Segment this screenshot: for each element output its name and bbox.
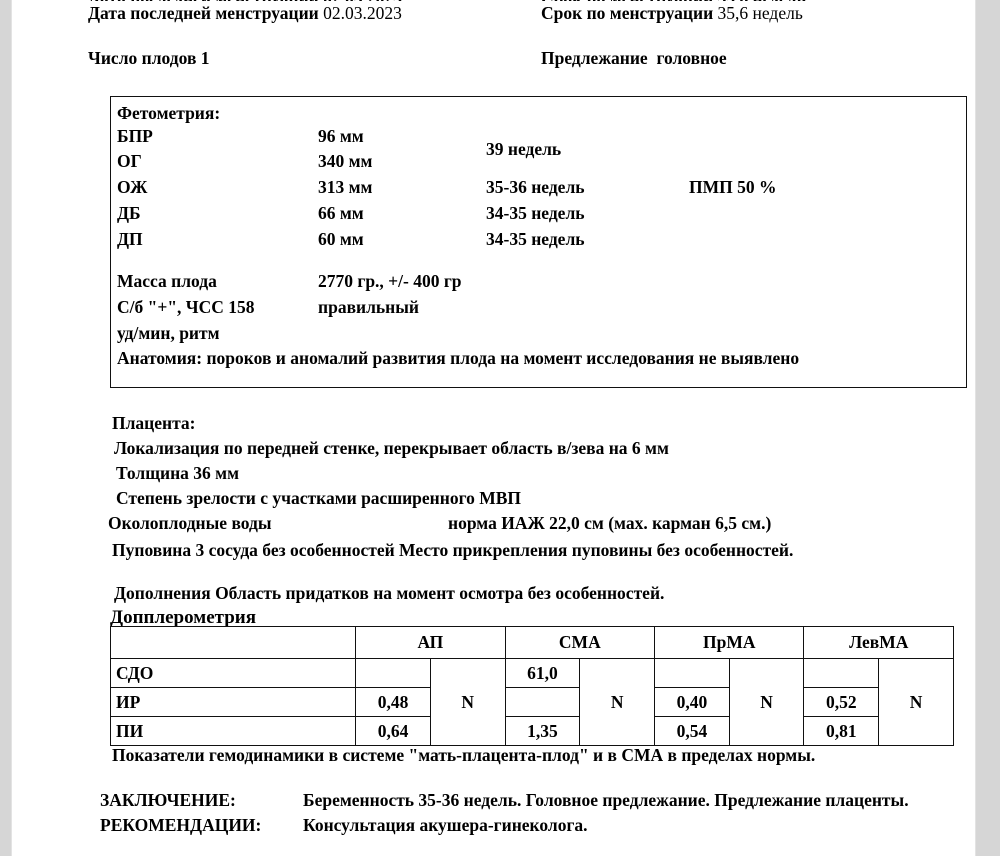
cell-pi-levma: 0,81 — [804, 717, 879, 746]
bpr-label: БПР — [117, 126, 153, 146]
cell-normal-prma: N — [729, 659, 804, 746]
presentation-value: головное — [656, 48, 727, 68]
oj-label: ОЖ — [117, 177, 148, 197]
dopplerometry-title: Допплерометрия — [110, 607, 256, 628]
clipped-lmp-text — [88, 0, 402, 1]
amniotic-waters-row — [108, 513, 772, 534]
cell-sdo-levma — [804, 659, 879, 688]
lmp-value: 02.03.2023 — [323, 3, 402, 23]
term-value: 35,6 недель — [717, 3, 803, 23]
fetometry-title: Фетометрия: — [117, 103, 221, 123]
amniotic-waters-label: Околоплодные воды — [108, 513, 272, 533]
bpr-og-term-value: 39 недель — [486, 139, 562, 159]
lmp-field — [88, 3, 402, 24]
row-label-ir: ИР — [111, 688, 356, 717]
fetus-count-value: 1 — [200, 48, 210, 68]
amniotic-waters-value: норма ИАЖ 22,0 см (мах. карман 6,5 см.) — [448, 513, 772, 533]
dopplerometry-table — [110, 626, 954, 746]
table-header-row — [111, 627, 954, 659]
mass-value: 2770 гр., +/- 400 гр — [318, 271, 462, 291]
presentation-label: Предлежание — [541, 48, 648, 68]
recommendation-label: РЕКОМЕНДАЦИИ: — [100, 815, 262, 835]
cell-ir-prma: 0,40 — [655, 688, 730, 717]
oj-term: 35-36 недель — [486, 177, 585, 197]
cell-pi-prma: 0,54 — [655, 717, 730, 746]
table-row — [111, 688, 954, 717]
heartbeat-label: С/б "+", ЧСС 158 — [117, 297, 255, 317]
cell-ir-levma: 0,52 — [804, 688, 879, 717]
cell-normal-ap: N — [430, 659, 505, 746]
db-label: ДБ — [117, 203, 141, 223]
conclusion-text: Беременность 35-36 недель. Головное предлежание. Предлежание плаценты. — [303, 790, 909, 810]
dp-label: ДП — [117, 229, 143, 249]
pmp-value: ПМП 50 % — [689, 177, 777, 197]
cell-ir-sma — [505, 688, 580, 717]
rhythm-text: уд/мин, ритм — [117, 323, 220, 343]
db-value: 66 мм — [318, 203, 364, 223]
lmp-label: Дата последней менструации — [88, 3, 319, 23]
cell-ir-ap: 0,48 — [356, 688, 431, 717]
cell-sdo-prma — [655, 659, 730, 688]
fetometry-box — [110, 96, 967, 388]
document-page — [12, 0, 975, 856]
header-sma: СМА — [505, 627, 654, 659]
dp-value: 60 мм — [318, 229, 364, 249]
cell-sdo-ap — [356, 659, 431, 688]
row-label-sdo: СДО — [111, 659, 356, 688]
cell-normal-sma: N — [580, 659, 655, 746]
term-label: Срок по менструации — [541, 3, 714, 23]
placenta-maturity: Степень зрелости с участками расширенного МВП — [116, 488, 522, 508]
cell-pi-ap: 0,64 — [356, 717, 431, 746]
table-row — [111, 717, 954, 746]
row-label-pi: ПИ — [111, 717, 356, 746]
clipped-top-line — [12, 0, 975, 1]
heartbeat-value: правильный — [318, 297, 420, 317]
bpr-value: 96 мм — [318, 126, 364, 146]
db-term: 34-35 недель — [486, 203, 585, 223]
clipped-term-text — [541, 0, 806, 1]
header-index — [111, 627, 356, 659]
conclusion-row — [100, 790, 909, 811]
dp-term: 34-35 недель — [486, 229, 585, 249]
cell-pi-sma: 1,35 — [505, 717, 580, 746]
oj-value: 313 мм — [318, 177, 373, 197]
placenta-localization: Локализация по передней стенке, перекрывает область в/зева на 6 мм — [114, 438, 669, 458]
header-ap: АП — [356, 627, 505, 659]
og-value: 340 мм — [318, 151, 373, 171]
table-row — [111, 659, 954, 688]
og-label: ОГ — [117, 151, 142, 171]
cell-normal-levma: N — [879, 659, 954, 746]
header-levma: ЛевМА — [804, 627, 954, 659]
mass-label: Масса плода — [117, 271, 217, 291]
cell-sdo-sma: 61,0 — [505, 659, 580, 688]
anatomy-text: Анатомия: пороков и аномалий развития плода на момент исследования не выявлено — [117, 348, 800, 368]
additions-text: Дополнения Область придатков на момент осмотра без особенностей. — [114, 583, 665, 603]
recommendation-row — [100, 815, 588, 836]
term-field — [541, 3, 803, 24]
umbilical-cord-text: Пуповина 3 сосуда без особенностей Место прикрепления пуповины без особенностей. — [112, 540, 794, 560]
hemodynamics-summary: Показатели гемодинамики в системе "мать-плацента-плод" и в СМА в пределах нормы. — [112, 745, 816, 765]
conclusion-label: ЗАКЛЮЧЕНИЕ: — [100, 790, 236, 810]
presentation-field — [541, 48, 727, 69]
fetus-count-field — [88, 48, 210, 69]
recommendation-text: Консультация акушера-гинеколога. — [303, 815, 588, 835]
placenta-thickness: Толщина 36 мм — [116, 463, 240, 483]
placenta-title: Плацента: — [112, 413, 196, 433]
header-prma: ПрМА — [655, 627, 804, 659]
fetus-count-label: Число плодов — [88, 48, 197, 68]
